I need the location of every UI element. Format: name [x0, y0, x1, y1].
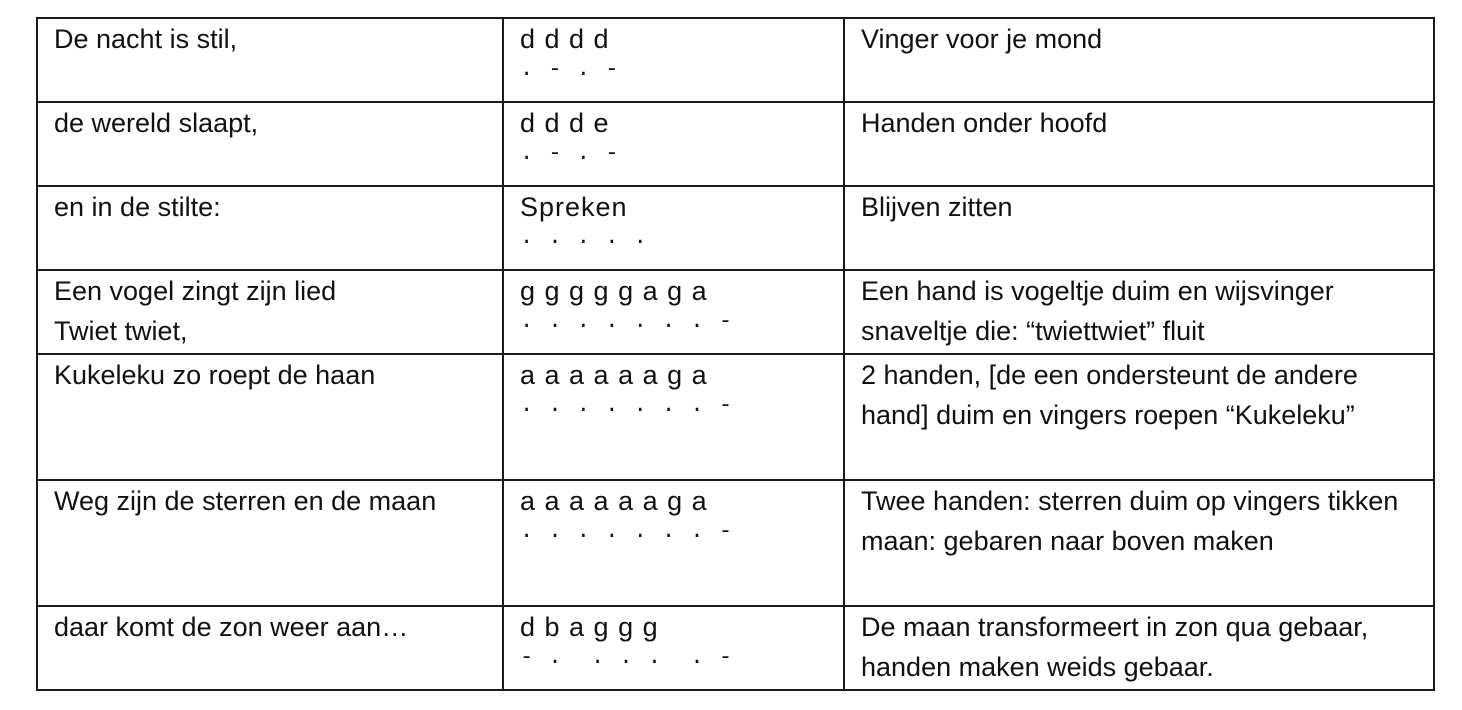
- notes-text: d b a g g g: [520, 612, 659, 642]
- table-row: [37, 606, 1434, 690]
- notes-text: d d d e: [520, 108, 610, 138]
- gesture-cell: [844, 480, 1434, 606]
- lyric-line: de wereld slaapt,: [54, 108, 259, 138]
- table-row: [37, 270, 1434, 354]
- gesture-text: Blijven zitten: [861, 192, 1013, 222]
- notes-cell: [503, 480, 844, 606]
- notes-text: a a a a a a g a: [520, 360, 708, 390]
- gesture-text: Twee handen: sterren duim op vingers tikken maan: gebaren naar boven maken: [861, 486, 1399, 556]
- lyric-cell: [37, 480, 503, 606]
- table-row: [37, 18, 1434, 102]
- lyric-cell: [37, 270, 503, 354]
- gesture-cell: [844, 606, 1434, 690]
- lyric-line: Kukeleku zo roept de haan: [54, 360, 376, 390]
- lyric-line: daar komt de zon weer aan…: [54, 612, 409, 642]
- gesture-cell: [844, 270, 1434, 354]
- lyric-cell: [37, 18, 503, 102]
- lyric-line: en in de stilte:: [54, 192, 221, 222]
- notes-text: d d d d: [520, 24, 610, 54]
- lyric-cell: [37, 606, 503, 690]
- notes-cell: [503, 186, 844, 270]
- song-table: [36, 17, 1435, 691]
- gesture-text: Een hand is vogeltje duim en wijsvinger snaveltje die: “twiettwiet” fluit: [861, 276, 1334, 346]
- table-row: [37, 480, 1434, 606]
- notes-text: a a a a a a g a: [520, 486, 708, 516]
- lyric-cell: [37, 186, 503, 270]
- table-row: [37, 354, 1434, 480]
- notes-cell: [503, 102, 844, 186]
- table-row: [37, 102, 1434, 186]
- rhythm-marks: - . . . . . -: [520, 645, 734, 670]
- rhythm-marks: . - . -: [520, 57, 620, 82]
- lyric-cell: [37, 354, 503, 480]
- gesture-cell: [844, 18, 1434, 102]
- gesture-cell: [844, 354, 1434, 480]
- gesture-text: 2 handen, [de een ondersteunt de andere hand] duim en vingers roepen “Kukeleku”: [861, 360, 1358, 430]
- lyric-cell: [37, 102, 503, 186]
- table-row: [37, 186, 1434, 270]
- rhythm-marks: . . . . . . . -: [520, 309, 734, 334]
- rhythm-marks: . . . . .: [520, 225, 648, 250]
- rhythm-marks: . . . . . . . -: [520, 519, 734, 544]
- notes-text: Spreken: [520, 192, 628, 222]
- lyric-line: De nacht is stil,: [54, 24, 238, 54]
- gesture-text: Handen onder hoofd: [861, 108, 1108, 138]
- rhythm-marks: . - . -: [520, 141, 620, 166]
- gesture-text: De maan transformeert in zon qua gebaar, handen maken weids gebaar.: [861, 612, 1369, 682]
- rhythm-marks: . . . . . . . -: [520, 393, 734, 418]
- notes-cell: [503, 18, 844, 102]
- gesture-cell: [844, 186, 1434, 270]
- lyric-line: Een vogel zingt zijn lied: [54, 276, 337, 306]
- lyric-line: Twiet twiet,: [54, 316, 188, 346]
- gesture-cell: [844, 102, 1434, 186]
- gesture-text: Vinger voor je mond: [861, 24, 1103, 54]
- notes-cell: [503, 354, 844, 480]
- notes-cell: [503, 606, 844, 690]
- notes-text: g g g g g a g a: [520, 276, 708, 306]
- notes-cell: [503, 270, 844, 354]
- lyric-line: Weg zijn de sterren en de maan: [54, 486, 437, 516]
